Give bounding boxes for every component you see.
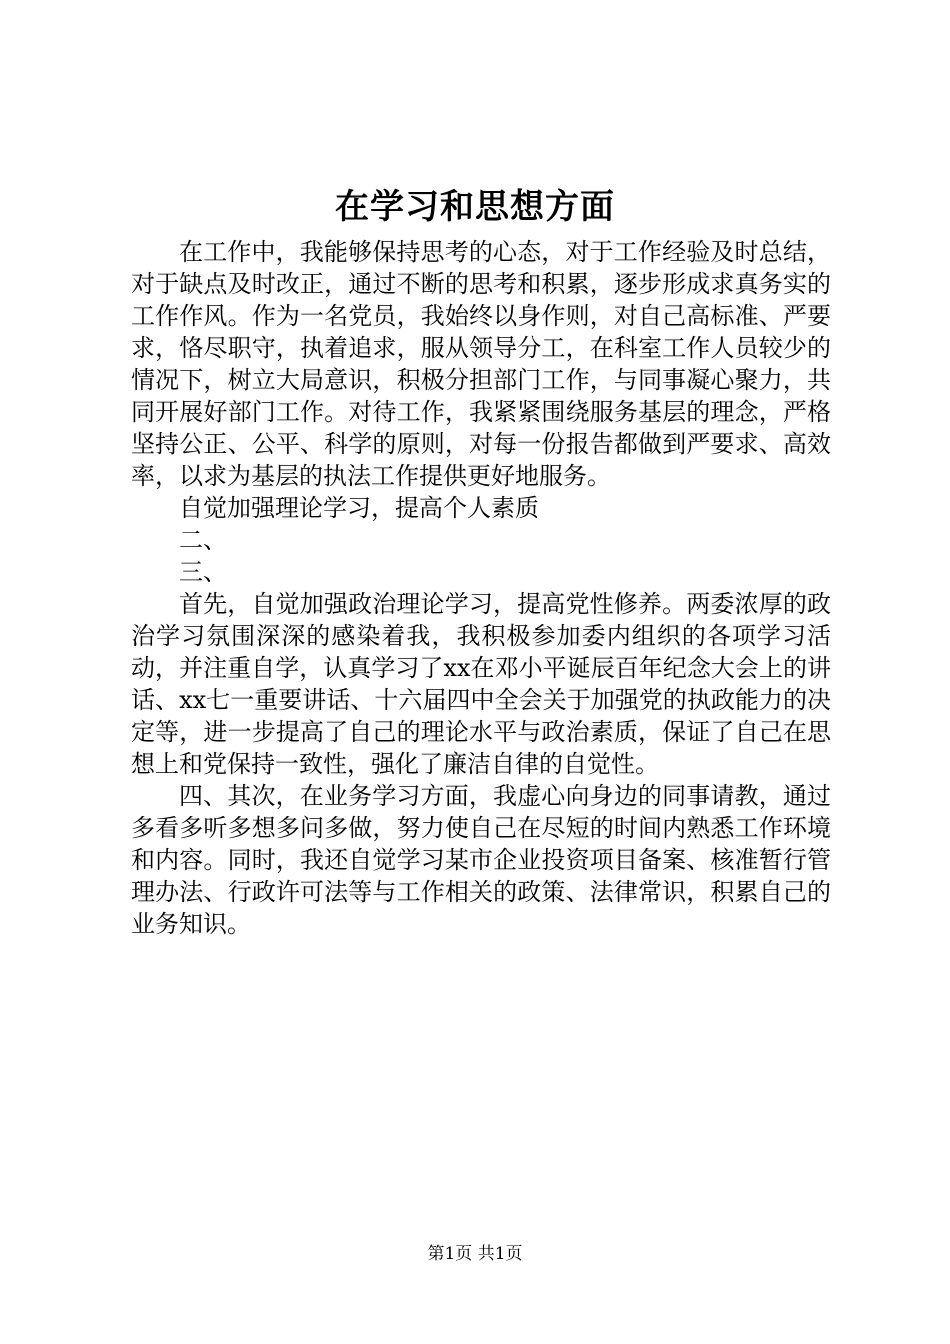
paragraph-6: 四、其次，在业务学习方面，我虚心向身边的同事请教，通过多看多听多想多问多做，努力使自己在尽短的时间内熟悉工作环境和内容。同时，我还自觉学习某市企业投资项目备案、核准暂行管理办法、行政许可法等与工作相关的政策、法律常识，积累自己的业务知识。 <box>131 782 831 938</box>
paragraph-3: 二、 <box>179 526 227 554</box>
paragraph-5: 首先，自觉加强政治理论学习，提高党性修养。两委浓厚的政治学习氛围深深的感染着我，我积极参加委内组织的各项学习活动，并注重自学，认真学习了xx在邓小平诞辰百年纪念大会上的讲话、xx七一重要讲话、十六届四中全会关于加强党的执政能力的决定等，进一步提高了自己的理论水平与政治素质，保证了自己在思想上和党保持一致性，强化了廉洁自律的自觉性。 <box>131 590 831 778</box>
document-title: 在学习和思想方面 <box>335 187 615 227</box>
page-footer: 第1页 共1页 <box>427 1244 523 1264</box>
document-body <box>131 236 831 940</box>
paragraph-4: 三、 <box>179 558 227 586</box>
paragraph-2: 自觉加强理论学习，提高个人素质 <box>179 494 539 522</box>
paragraph-1: 在工作中，我能够保持思考的心态，对于工作经验及时总结，对于缺点及时改正，通过不断的思考和积累，逐步形成求真务实的工作作风。作为一名党员，我始终以身作则，对自己高标准、严要求，恪尽职守，执着追求，服从领导分工，在科室工作人员较少的情况下，树立大局意识，积极分担部门工作，与同事凝心聚力，共同开展好部门工作。对待工作，我紧紧围绕服务基层的理念，严格坚持公正、公平、科学的原则，对每一份报告都做到严要求、高效率，以求为基层的执法工作提供更好地服务。 <box>131 238 831 490</box>
